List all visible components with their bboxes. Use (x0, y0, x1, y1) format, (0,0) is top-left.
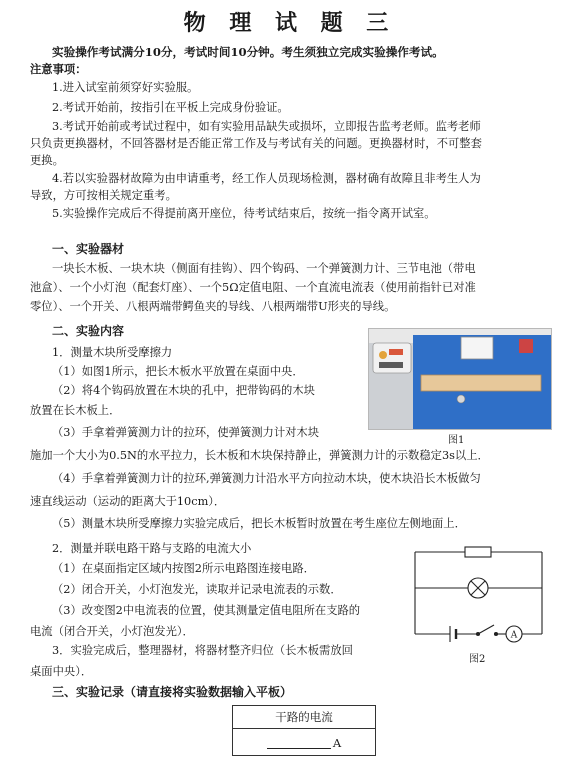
figure-2-circuit-diagram (410, 542, 550, 650)
task1-step1: （1）如图1所示，把长木板水平放置在桌面中央． (52, 365, 304, 378)
figure-2-caption: 图2 (469, 654, 486, 665)
task2-step3-cont: 电流（闭合开关，小灯泡发光）． (30, 625, 194, 638)
note-1: 1.进入试室前须穿好实验服。 (52, 81, 199, 94)
task1-step4: （4）手拿着弹簧测力计的拉环,弹簧测力计沿水平方向拉动木块，使木块沿长木板做匀 (52, 472, 481, 485)
note-3-end: 更换。 (30, 154, 64, 167)
note-2: 2.考试开始前，按指引在平板上完成身份验证。 (52, 101, 289, 114)
note-4-cont: 导致，方可按相关规定重考。 (30, 189, 177, 202)
unit-label: A (332, 736, 342, 750)
note-4: 4.若以实验器材故障为由申请重考，经工作人员现场检测，器材确有故障且非考生人为 (52, 172, 481, 185)
figure-1-caption: 图1 (448, 435, 465, 446)
task1-title: 1．测量木块所受摩擦力 (52, 346, 173, 359)
task2-step3: （3）改变图2中电流表的位置，使其测量定值电阻所在支路的 (52, 604, 361, 617)
ammeter-label: A (510, 630, 518, 641)
figure-1-photo (368, 328, 552, 430)
page-title: 物 理 试 题 三 (183, 10, 397, 36)
lab-table-illustration (369, 329, 551, 429)
task2-title: 2．测量并联电路干路与支路的电流大小 (52, 542, 252, 555)
task1-step3-cont: 施加一个大小为0.5N的水平拉力，长木板和木块保持静止，弹簧测力计的示数稳定3s以上． (30, 449, 489, 462)
table-cell-main-current (233, 729, 375, 755)
task2-step1: （1）在桌面指定区域内按图2所示电路图连接电路． (52, 562, 315, 575)
task1-step5: （5）测量木块所受摩擦力实验完成后，把长木板暂时放置在考生座位左侧地面上． (52, 517, 466, 530)
task1-step4-cont: 速直线运动（运动的距离大于10cm）． (30, 495, 226, 508)
task3: 3．实验完成后，整理器材，将器材整齐归位（长木板需放回 (52, 644, 353, 657)
note-3-cont: 只负责更换器材，不回答器材是否能正常工作及与考试有关的问题。更换器材时，不可整套 (30, 137, 482, 150)
section-content-heading: 二、实验内容 (52, 324, 125, 338)
task1-step2-cont: 放置在长木板上． (30, 404, 121, 417)
task1-step3: （3）手拿着弹簧测力计的拉环，使弹簧测力计对木块 (52, 426, 320, 439)
answer-blank (267, 736, 331, 749)
note-5: 5.实验操作完成后不得提前离开座位，待考试结束后，按统一指令离开试室。 (52, 207, 436, 220)
exam-intro: 实验操作考试满分10分，考试时间10分钟。考生须独立完成实验操作考试。 (52, 45, 444, 59)
task2-step2: （2）闭合开关，小灯泡发光，读取并记录电流表的示数． (52, 583, 342, 596)
notes-heading: 注意事项： (30, 62, 87, 76)
section-record-heading: 三、实验记录（请直接将实验数据输入平板） (52, 685, 293, 699)
equipment-line-1: 一块长木板、一块木块（侧面有挂钩）、四个钩码、一个弹簧测力计、三节电池（带电 (52, 262, 476, 275)
task3-cont: 桌面中央）． (30, 665, 93, 678)
equipment-line-3: 零位）、一个开关、八根两端带鳄鱼夹的导线、八根两端带U形夹的导线。 (30, 300, 396, 313)
note-3: 3.考试开始前或考试过程中，如有实验用品缺失或损坏，立即报告监考老师。监考老师 (52, 120, 481, 133)
task1-step2: （2）将4个钩码放置在木块的孔中，把带钩码的木块 (52, 384, 315, 397)
table-header-main-current: 干路的电流 (233, 706, 375, 729)
section-equipment-heading: 一、实验器材 (52, 242, 125, 256)
equipment-line-2: 池盒）、一个小灯泡（配套灯座）、一个5Ω定值电阻、一个直流电流表（使用前指针已对准 (30, 281, 476, 294)
record-table (232, 705, 376, 756)
